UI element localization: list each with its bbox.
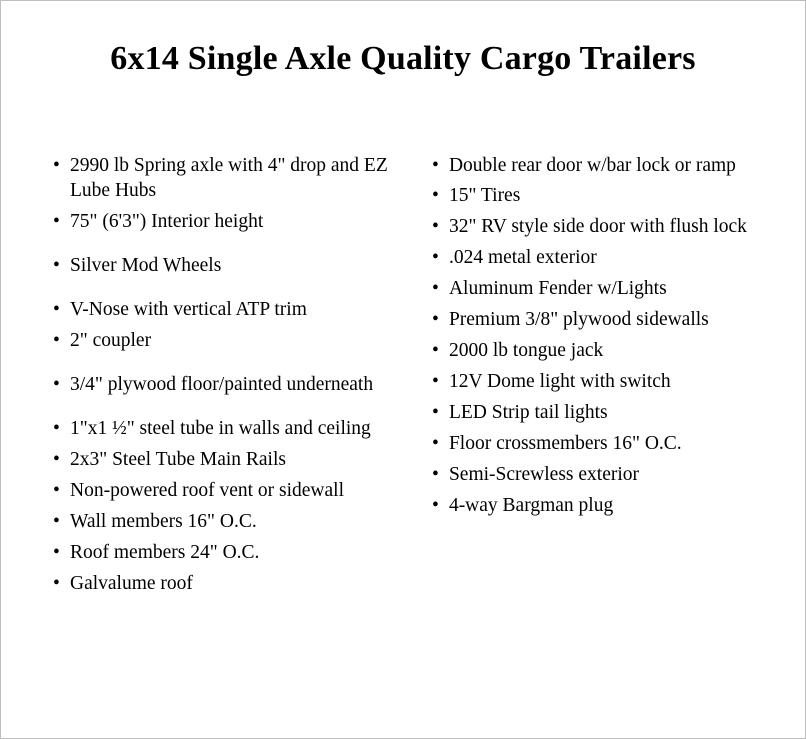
spec-list-right: [432, 153, 753, 519]
spec-list-item: • Wall members 16" O.C.: [53, 509, 420, 535]
spec-list-item: • .024 metal exterior: [432, 245, 753, 271]
spec-list-item: • 2" coupler: [53, 328, 420, 354]
spec-list-item: • Non-powered roof vent or sidewall: [53, 478, 420, 504]
spec-list-left: [53, 153, 420, 597]
spec-list-item: • 3/4" plywood floor/painted underneath: [53, 372, 420, 398]
spec-list-item: • 15" Tires: [432, 183, 753, 209]
spec-list-item: • 12V Dome light with switch: [432, 369, 753, 395]
spec-list-item: • V-Nose with vertical ATP trim: [53, 297, 420, 323]
spec-column-right: [432, 153, 753, 602]
spec-list-item: • 2990 lb Spring axle with 4" drop and EZ Lube Hubs: [53, 153, 420, 205]
spec-list-item: • Roof members 24" O.C.: [53, 540, 420, 566]
spec-list-item: • Semi-Screwless exterior: [432, 462, 753, 488]
spec-list-item: • Aluminum Fender w/Lights: [432, 276, 753, 302]
spec-columns: [1, 153, 805, 602]
spec-list-item: • 2x3" Steel Tube Main Rails: [53, 447, 420, 473]
spec-list-item: • Silver Mod Wheels: [53, 253, 420, 279]
spec-list-item: • Premium 3/8" plywood sidewalls: [432, 307, 753, 333]
page-title: 6x14 Single Axle Quality Cargo Trailers: [110, 40, 696, 77]
spec-list-item: • 75" (6'3") Interior height: [53, 209, 420, 235]
spec-list-item: • 32" RV style side door with flush lock: [432, 214, 753, 240]
spec-list-item: • 2000 lb tongue jack: [432, 338, 753, 364]
spec-list-item: • 1"x1 ½" steel tube in walls and ceiling: [53, 416, 420, 442]
spec-list-item: • LED Strip tail lights: [432, 400, 753, 426]
spec-column-left: [53, 153, 432, 602]
spec-list-item: • Double rear door w/bar lock or ramp: [432, 153, 753, 179]
spec-list-item: • Floor crossmembers 16" O.C.: [432, 431, 753, 457]
spec-list-item: • Galvalume roof: [53, 571, 420, 597]
spec-list-item: • 4-way Bargman plug: [432, 493, 753, 519]
